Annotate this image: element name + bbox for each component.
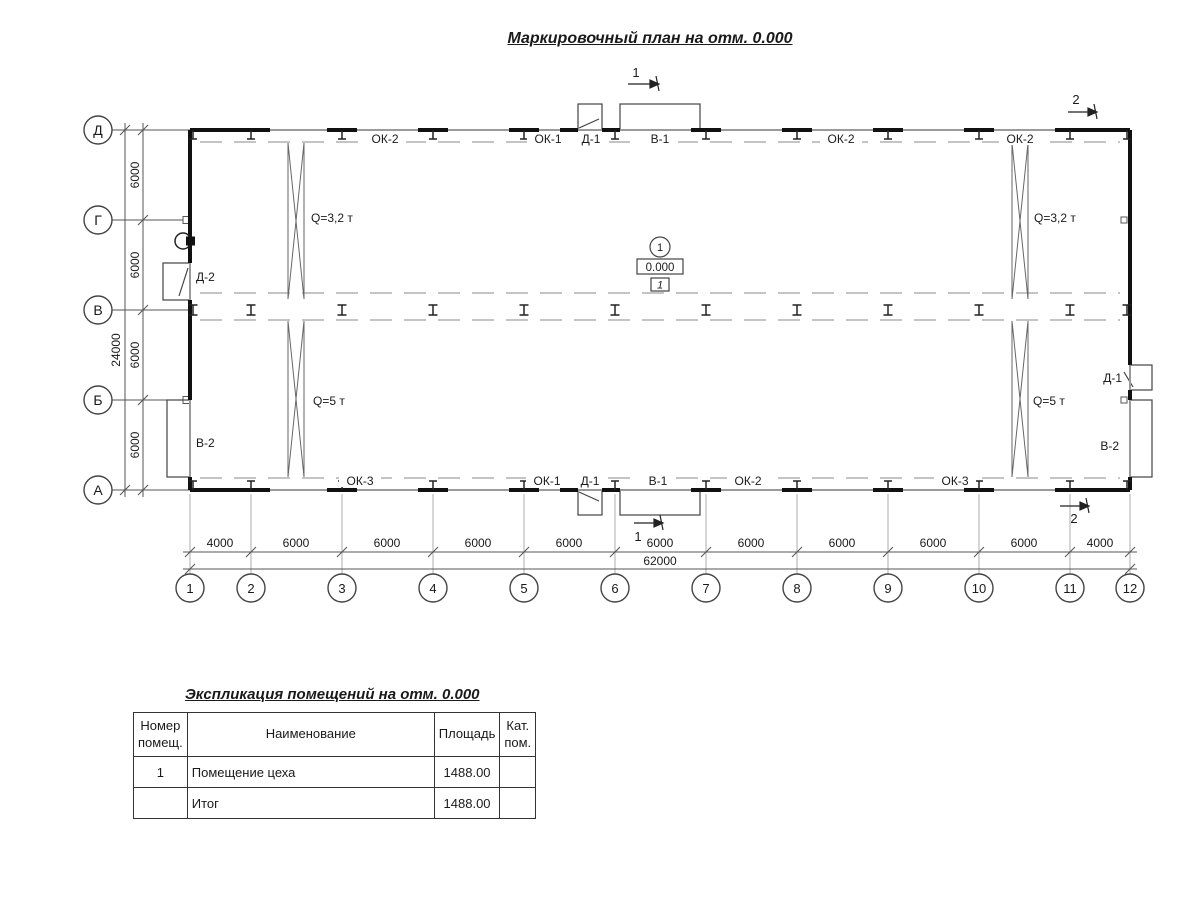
axis-row-label: Г (94, 212, 102, 228)
dim-label: 6000 (128, 251, 142, 279)
gate-label: В-2 (196, 436, 215, 450)
door-vestibule-right (1130, 365, 1152, 390)
header-name: Наименование (187, 713, 434, 757)
crane-capacity-label: Q=3,2 т (311, 211, 353, 225)
axis-col-label: 9 (884, 581, 892, 596)
table-row (134, 757, 536, 788)
dim-label: 6000 (555, 536, 583, 550)
section-mark-2-bottom-right (1060, 498, 1089, 526)
axis-leader-lines (112, 130, 1127, 490)
side-door-labels (196, 270, 1122, 453)
section-number: 2 (1072, 92, 1080, 107)
dim-label: 6000 (737, 536, 765, 550)
window-label: ОК-2 (827, 132, 855, 146)
cell-area: 1488.00 (434, 788, 500, 819)
header-text: пом. (504, 734, 532, 750)
room-axis-number: 1 (656, 242, 664, 254)
gate-vestibule-right (1130, 400, 1152, 477)
window-label: ОК-3 (346, 474, 374, 488)
wall-pier-segments (190, 130, 1130, 490)
door-leaf-left (179, 268, 188, 296)
dim-label: 6000 (128, 341, 142, 369)
gate-vestibule-left (167, 400, 190, 477)
window-label: ОК-3 (941, 474, 969, 488)
section-mark-1-top (628, 65, 659, 91)
gate-label: В-1 (648, 474, 668, 488)
axis-col-label: 10 (971, 581, 987, 596)
axis-col-label: 6 (611, 581, 619, 596)
header-text: Кат. (506, 718, 530, 734)
explication-section (133, 686, 536, 819)
cell-name: Помещение цеха (187, 757, 434, 788)
gate-vestibule-top (620, 104, 700, 130)
table-row (134, 788, 536, 819)
room-number: 1 (656, 279, 664, 292)
crane-capacity-labels (311, 211, 1076, 408)
axis-row-label: А (93, 482, 103, 498)
room-elevation: 0.000 (645, 262, 675, 274)
axis-col-label: 4 (429, 581, 437, 596)
dim-label: 6000 (128, 161, 142, 189)
door-vestibule-left (163, 263, 190, 300)
dim-label: 4000 (1086, 536, 1114, 550)
gate-label: В-1 (650, 132, 670, 146)
crane-bracing (288, 143, 1028, 477)
door-label: Д-2 (196, 270, 215, 284)
axis-markers-bottom (176, 574, 1144, 602)
axis-row-label: Б (93, 392, 103, 408)
column-symbols (189, 130, 1132, 490)
axis-col-label: 7 (702, 581, 710, 596)
door-leaf-top (579, 119, 599, 128)
header-text: помещ. (138, 734, 183, 750)
cell-name: Итог (187, 788, 434, 819)
header-area: Площадь (434, 713, 500, 757)
door-label: Д-1 (581, 132, 601, 146)
crane-capacity-label: Q=5 т (1033, 394, 1065, 408)
dim-label: 6000 (128, 431, 142, 459)
axis-row-label: Д (93, 122, 103, 138)
door-leaf-right (1124, 372, 1133, 387)
dim-label: 4000 (206, 536, 234, 550)
door-vestibule-top (578, 104, 602, 130)
axis-col-label: 12 (1122, 581, 1138, 596)
dim-label: 6000 (282, 536, 310, 550)
dim-total-label: 62000 (643, 554, 677, 568)
table-header-row (134, 713, 536, 757)
door-gate-bumpouts (163, 104, 1152, 515)
axis-col-label: 8 (793, 581, 801, 596)
door-label: Д-1 (1103, 371, 1122, 385)
section-number: 2 (1070, 511, 1078, 526)
dim-total-label: 24000 (109, 333, 123, 367)
gate-vestibule-bottom (620, 490, 700, 515)
axis-col-label: 5 (520, 581, 528, 596)
axis-col-label: 3 (338, 581, 346, 596)
axis-col-label: 11 (1063, 581, 1077, 596)
axis-letters-left (93, 122, 103, 498)
axis-row-label: В (93, 302, 103, 318)
dim-label: 6000 (828, 536, 856, 550)
dim-label: 6000 (373, 536, 401, 550)
explication-table (133, 712, 536, 819)
section-mark-2-top-right (1068, 92, 1097, 119)
axis-col-label: 1 (186, 581, 194, 596)
header-text: Номер (140, 718, 181, 734)
cell-room-number: 1 (134, 757, 188, 788)
dim-label: 6000 (919, 536, 947, 550)
window-label: ОК-2 (371, 132, 399, 146)
header-room-number (134, 713, 188, 757)
door-leaf-bottom (579, 492, 599, 501)
window-label: ОК-1 (534, 132, 562, 146)
window-label: ОК-2 (734, 474, 762, 488)
cell-category (500, 788, 536, 819)
crane-capacity-label: Q=3,2 т (1034, 211, 1076, 225)
section-number: 1 (634, 529, 642, 544)
crane-rail-lines (200, 142, 1120, 478)
dim-label: 6000 (464, 536, 492, 550)
section-number: 1 (632, 65, 640, 80)
cell-area: 1488.00 (434, 757, 500, 788)
door-label: Д-1 (580, 474, 600, 488)
window-label: ОК-2 (1006, 132, 1034, 146)
cell-category (500, 757, 536, 788)
explication-title: Экспликация помещений на отм. 0.000 (185, 686, 480, 703)
cell-room-number (134, 788, 188, 819)
window-label: ОК-1 (533, 474, 561, 488)
crane-capacity-label: Q=5 т (313, 394, 345, 408)
axis-col-label: 2 (247, 581, 255, 596)
room-marker (637, 237, 683, 292)
wall-base-lines (190, 130, 1130, 490)
dim-label: 6000 (1010, 536, 1038, 550)
dim-label: 6000 (646, 536, 674, 550)
gate-label: В-2 (1100, 439, 1119, 453)
plan-title: Маркировочный план на отм. 0.000 (507, 30, 793, 47)
header-category (500, 713, 536, 757)
